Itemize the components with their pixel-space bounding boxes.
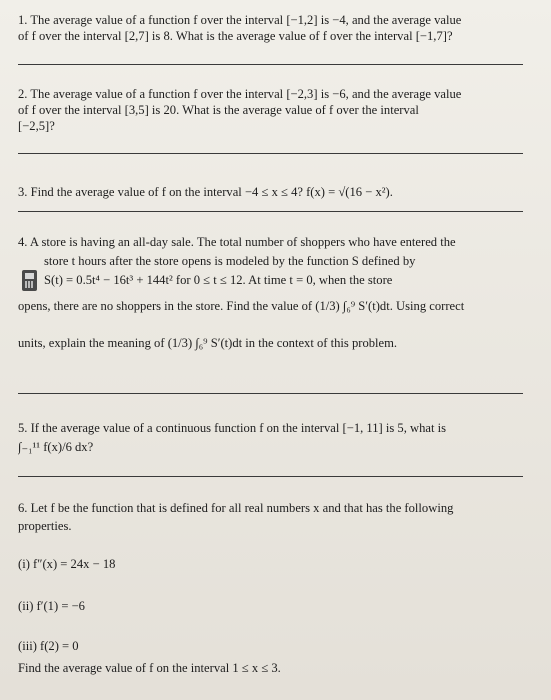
question-4-line-5: units, explain the meaning of (1/3) ∫₆⁹ S′(t)dt in the context of this problem. bbox=[18, 336, 398, 350]
answer-line-1 bbox=[18, 64, 523, 65]
question-2-line-3: [−2,5]? bbox=[18, 119, 55, 133]
question-6-final-line: Find the average value of f on the interval 1 ≤ x ≤ 3. bbox=[18, 661, 281, 675]
question-3-line-1: 3. Find the average value of f on the interval −4 ≤ x ≤ 4? f(x) = √(16 − x²). bbox=[18, 185, 393, 199]
question-4-line-4: opens, there are no shoppers in the store. Find the value of (1/3) ∫₆⁹ S′(t)dt. Using correct bbox=[18, 299, 465, 313]
question-6-property-2: (ii) f′(1) = −6 bbox=[18, 599, 85, 613]
question-6-line-2: properties. bbox=[18, 519, 72, 533]
question-4 bbox=[18, 234, 530, 351]
question-5 bbox=[18, 420, 530, 455]
question-4-line-1: 4. A store is having an all-day sale. The total number of shoppers who have entered the bbox=[18, 235, 456, 249]
question-1-line-2: of f over the interval [2,7] is 8. What is the average value of f over the interval [−1,7]? bbox=[18, 29, 453, 43]
answer-line-4 bbox=[18, 393, 523, 394]
question-6 bbox=[18, 500, 530, 676]
question-2 bbox=[18, 86, 530, 134]
question-4-line-3: S(t) = 0.5t⁴ − 16t³ + 144t² for 0 ≤ t ≤ 12. At time t = 0, when the store bbox=[44, 273, 393, 287]
answer-line-2 bbox=[18, 153, 523, 154]
question-5-line-1: 5. If the average value of a continuous function f on the interval [−1, 11] is 5, what is bbox=[18, 421, 447, 435]
answer-line-3 bbox=[18, 211, 523, 212]
question-5-line-2: ∫₋₁¹¹ f(x)/6 dx? bbox=[18, 440, 94, 454]
question-2-line-1: 2. The average value of a function f over the interval [−2,3] is −6, and the average value bbox=[18, 87, 462, 101]
question-3 bbox=[18, 184, 530, 200]
question-2-line-2: of f over the interval [3,5] is 20. What is the average value of f over the interval bbox=[18, 103, 419, 117]
question-1 bbox=[18, 12, 530, 44]
question-6-property-1: (i) f″(x) = 24x − 18 bbox=[18, 557, 116, 571]
question-1-line-1: 1. The average value of a function f over the interval [−1,2] is −4, and the average value bbox=[18, 13, 462, 27]
question-4-line-2: store t hours after the store opens is modeled by the function S defined by bbox=[44, 254, 416, 268]
question-6-property-3: (iii) f(2) = 0 bbox=[18, 639, 79, 653]
question-6-line-1: 6. Let f be the function that is defined for all real numbers x and that has the following bbox=[18, 501, 454, 515]
answer-line-5 bbox=[18, 476, 523, 477]
